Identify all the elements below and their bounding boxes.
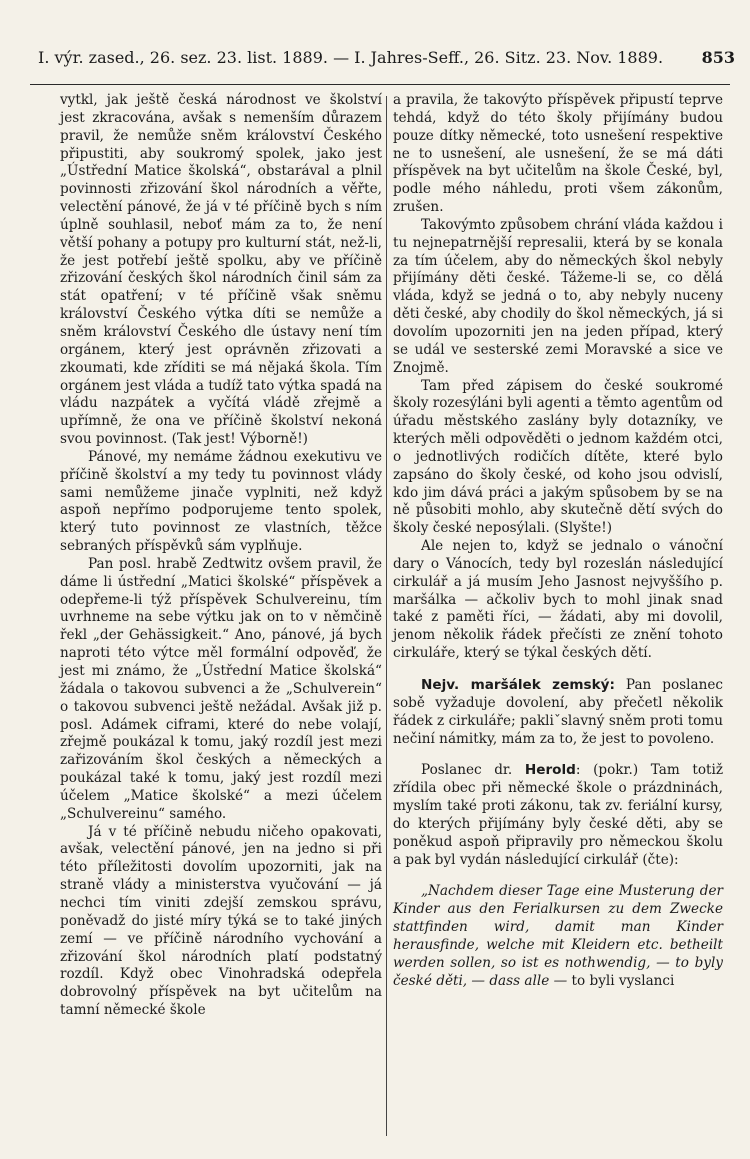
header-rule bbox=[30, 84, 730, 85]
paragraph: Ale nejen to, když se jednalo o vánoční dary o Vánocích, tedy byl rozeslán následující cirkulář a já musím Jeho Jasnost nejvyššího p. maršálka — ačkoliv bych to mohl jinak snad také z paměti říci, — žádati, aby mi dovolil, jenom několik řádek přečísti ze znění tohoto cirkuláře, který se týkal českých dětí. bbox=[393, 538, 723, 662]
paragraph: Já v té příčině nebudu ničeho opakovati, avšak, velectění pánové, jen na jedno si při této příležitosti dovolím upozorniti, jak na straně vlády a ministerstva vyučování — já nechci tím viniti zdejší zemskou správu, poněvadž do jisté míry týká se to také jiných zemí — ve příčině národního vychování a zřizování škol národních platí podstatný rozdíl. Když obec Vinohradská odepřela dobrovolný příspěvek na byt učitelům na tamní německé škole bbox=[60, 823, 382, 1019]
spacer bbox=[393, 663, 723, 677]
speaker-paragraph bbox=[393, 677, 723, 748]
page-header bbox=[20, 44, 735, 72]
spacer bbox=[393, 869, 723, 883]
fraktur-quote: „Nachdem dieser Tage eine Musterung der Kinder aus den Ferialkursen zu dem Zwecke stattfinden wird, damit man Kinder herausfinde, welche mit Kleidern etc. betheilt werden sollen, so ist es nothwendig, — to byly české děti, — dass alle — bbox=[393, 883, 723, 989]
speaker-prefix: Poslanec dr. bbox=[421, 762, 525, 779]
quote-tail: to byli vyslanci bbox=[567, 972, 675, 989]
paragraph: vytkl, jak ještě česká národnost ve školství jest zkracována, avšak s nemenším důrazem pravil, že nemůže sněm království Českého připustiti, aby soukromý spolek, jako jest „Ústřední Matice školská“, obstarával a plnil povinnosti zřizování škol národních a věřte, velectění pánové, že já v té příčině bych s ním úplně souhlasil, neboť mám za to, že není větší pohany a potupy pro kulturní stát, než-li, že jest potřebí ještě spolku, aby ve příčině zřizování českých škol národních činil sám za stát opatření; v té příčině však sněmu království Českého výtka díti se nemůže a sněm království Českého dle ústavy není tím orgánem, který jest oprávněn zřizovati a zkoumati, kde zříditi se má nějaká škola. Tím orgánem jest vláda a tudíž tato výtka spadá na vládu nazpátek a vyčítá vládě zřejmě a upřímně, že ona ve příčině školství nekoná svou povinnost. (Tak jest! Výborně!) bbox=[60, 92, 382, 448]
left-column bbox=[60, 92, 382, 1020]
column-divider bbox=[386, 96, 387, 1136]
paragraph: a pravila, že takovýto příspěvek připustí teprve tehdá, když do této školy přijímány budou pouze dítky německé, toto usnešení respektive ne to usnešení, ale usnešení, že se má dáti příspěvek na byt učitelům na škole České, byl, podle mého náhledu, proti všem zákonům, zrušen. bbox=[393, 92, 723, 216]
paragraph: Pan posl. hrabě Zedtwitz ovšem pravil, že dáme li ústřední „Matici školské“ příspěvek a odepřeme-li týž příspěvek Schulvereinu, tím uvrhneme na sebe výtku jak on to v němčině řekl „der Gehässigkeit.“ Ano, pánové, já bych naproti této výtce měl formální odpověď, že jest mi známo, že „Ústřední Matice školská“ žádala o takovou subvenci a že „Schulverein“ o takovou subvenci ještě nežádal. Avšak již p. posl. Adámek ciframi, které do nebe volají, zřejmě poukázal k tomu, jaký rozdíl jest mezi zařizováním škol českých a německých a poukázal také k tomu, jaký jest rozdíl mezi účelem „Matice školské“ a mezi účelem „Schulvereinu“ samého. bbox=[60, 555, 382, 822]
speech-text: Pan poslanec sobě vyžaduje dovolení, aby přečetl několik řádek z cirkuláře; pakliˇslavný sněm proti tomu nečiní námitky, mám za to, že jest to povoleno. bbox=[393, 677, 724, 747]
spacer bbox=[393, 748, 723, 762]
speaker-name: Herold bbox=[524, 762, 576, 779]
paragraph: Tam před zápisem do české soukromé školy rozesýláni byli agenti a těmto agentům od úřadu městského zaslány byly dotazníky, ve kterých měli odpověděti o jednom každém otci, o jednotlivých rodičích dítěte, které bylo zapsáno do školy české, od koho jsou odvislí, kdo jim dává práci a jakým spůsobem by se na ně působiti mohlo, aby skutečně dětí svých do školy české neposýlali. (Slyšte!) bbox=[393, 377, 724, 537]
speaker-name: Nejv. maršálek zemský: bbox=[421, 677, 615, 693]
speaker-paragraph bbox=[393, 762, 723, 869]
right-column bbox=[393, 92, 723, 991]
paragraph: Pánové, my nemáme žádnou exekutivu ve příčině školství a my tedy tu povinnost vlády sami nemůžeme jinače vyplniti, než když aspoň nepřímo podporujeme tento spolek, který tuto povinnost ze vlastních, těžce sebraných příspěvků sám vyplňuje. bbox=[60, 448, 382, 555]
header-session-info: I. výr. zased., 26. sez. 23. list. 1889. — I. Jahres-Seff., 26. Sitz. 23. Nov. 1889. bbox=[38, 48, 664, 67]
paragraph: Takovýmto způsobem chrání vláda každou i tu nejnepatrnější represalii, která by se konala za tím účelem, aby do německých škol nebyly přijímány děti české. Tážeme-li se, co dělá vláda, když se jedná o to, aby nebyly nuceny děti české, aby chodily do škol německých, já si dovolím upozorniti jen na jeden případ, který se udál ve sesterské zemi Moravské a sice ve Znojmě. bbox=[393, 216, 723, 376]
speech-text: : (pokr.) Tam totiž zřídila obec při německé škole o prázdninách, myslím také proti zákonu, tak zv. feriální kursy, do kterých přijímány byly české děti, aby se poněkud aspoň připravily pro německou školu a pak byl vydán následující cirkulář (čte): bbox=[393, 762, 723, 868]
page-number: 853 bbox=[701, 48, 735, 67]
quoted-circular bbox=[393, 883, 723, 990]
